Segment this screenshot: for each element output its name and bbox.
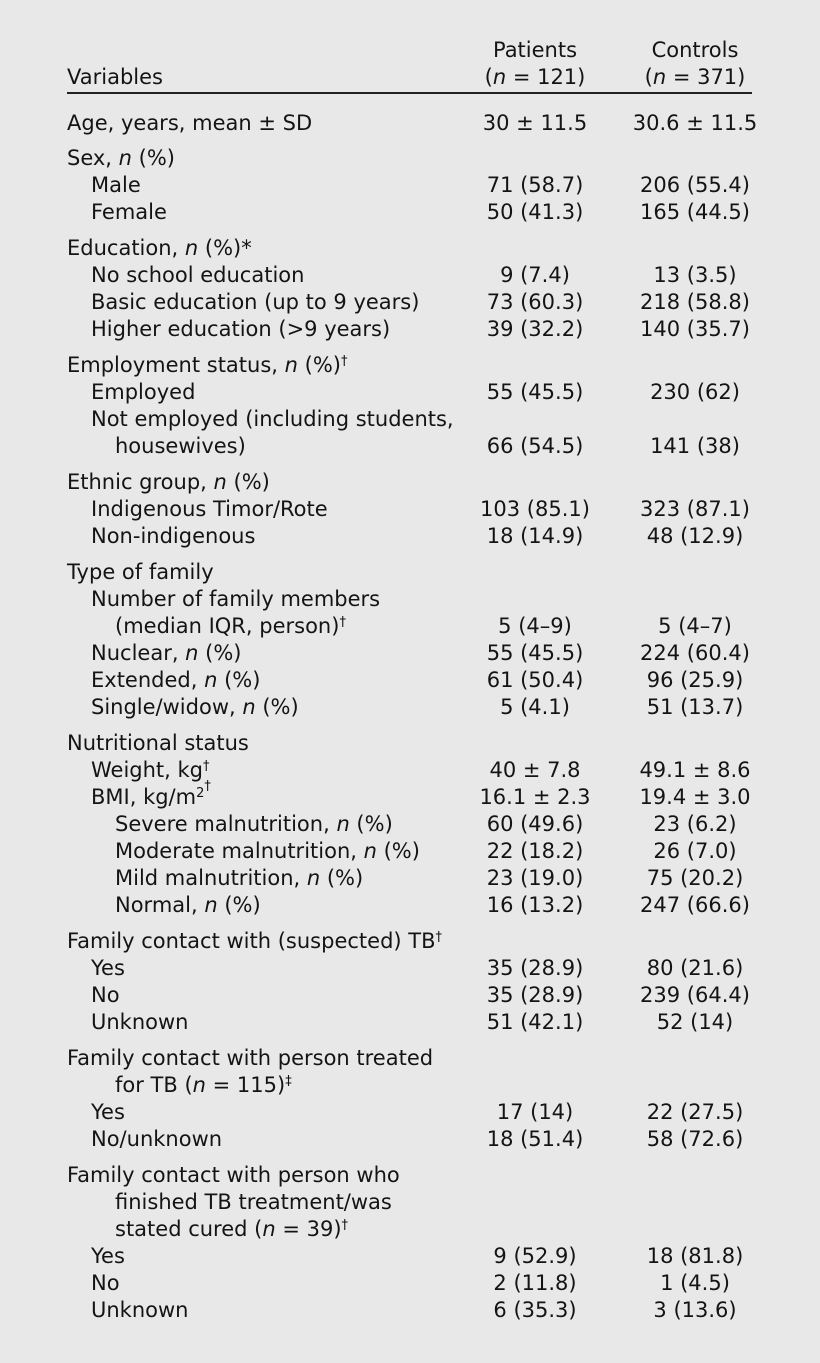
patients-value: 71 (58.7) [486, 173, 584, 197]
patients-value: 6 (35.3) [493, 1298, 577, 1322]
patients-value: 73 (60.3) [486, 290, 584, 314]
controls-value: 323 (87.1) [640, 497, 750, 521]
patients-value: 5 (4.1) [500, 695, 570, 719]
row-label: Number of family members [91, 587, 381, 611]
patients-value: 9 (7.4) [500, 263, 570, 287]
row-label: Nutritional status [67, 731, 249, 755]
patients-value: 17 (14) [496, 1100, 574, 1124]
controls-value: 141 (38) [650, 434, 740, 458]
patients-value: 2 (11.8) [493, 1271, 577, 1295]
row-label: Ethnic group, n (%) [67, 470, 270, 494]
controls-value: 140 (35.7) [640, 317, 750, 341]
controls-value: 19.4 ± 3.0 [639, 785, 751, 809]
row-label: Extended, n (%) [91, 668, 261, 692]
row-label: Unknown [91, 1298, 189, 1322]
row-label: finished TB treatment/was [115, 1190, 392, 1214]
row-label: housewives) [115, 434, 246, 458]
row-label: for TB (n = 115)‡ [115, 1073, 292, 1097]
row-label: Employment status, n (%)† [67, 353, 348, 377]
patients-value: 5 (4–9) [498, 614, 572, 638]
controls-value: 13 (3.5) [653, 263, 737, 287]
patients-value: 16 (13.2) [486, 893, 584, 917]
patients-value: 35 (28.9) [486, 983, 584, 1007]
controls-value: 3 (13.6) [653, 1298, 737, 1322]
row-label: Nuclear, n (%) [91, 641, 242, 665]
controls-value: 239 (64.4) [640, 983, 750, 1007]
row-label: Family contact with person who [67, 1163, 400, 1187]
row-label: No [91, 983, 120, 1007]
row-label: BMI, $kg/m^{2^\dagger}$ [91, 779, 211, 809]
controls-value: 96 (25.9) [646, 668, 744, 692]
row-label: Yes [91, 1100, 125, 1124]
patients-value: 39 (32.2) [486, 317, 584, 341]
row-label: Employed [91, 380, 196, 404]
patients-value: 61 (50.4) [486, 668, 584, 692]
controls-value: 49.1 ± 8.6 [639, 758, 751, 782]
controls-value: 218 (58.8) [640, 290, 750, 314]
patients-value: 60 (49.6) [486, 812, 584, 836]
controls-value: 30.6 ± 11.5 [632, 111, 758, 135]
patients-value: 16.1 ± 2.3 [479, 785, 591, 809]
patients-value: 18 (14.9) [486, 524, 584, 548]
patients-value: 51 (42.1) [486, 1010, 584, 1034]
header-controls-n: (n = 371) [644, 65, 746, 89]
header-patients-n: (n = 121) [484, 65, 586, 89]
patients-value: 50 (41.3) [486, 200, 584, 224]
row-label: Family contact with (suspected) TB† [67, 929, 443, 953]
row-label: No [91, 1271, 120, 1295]
controls-value: 1 (4.5) [660, 1271, 730, 1295]
controls-value: 5 (4–7) [658, 614, 732, 638]
controls-value: 26 (7.0) [653, 839, 737, 863]
header-patients-label: Patients [492, 38, 578, 62]
row-label: Unknown [91, 1010, 189, 1034]
row-label: Basic education (up to 9 years) [91, 290, 420, 314]
controls-value: 75 (20.2) [646, 866, 744, 890]
controls-value: 18 (81.8) [646, 1244, 744, 1268]
controls-value: 48 (12.9) [646, 524, 744, 548]
row-label: Sex, n (%) [67, 146, 175, 170]
row-label: Family contact with person treated [67, 1046, 434, 1070]
controls-value: 165 (44.5) [640, 200, 750, 224]
row-label: (median IQR, person)† [115, 614, 346, 638]
row-label: Yes [91, 956, 125, 980]
row-label: Mild malnutrition, n (%) [115, 866, 364, 890]
header-controls-label: Controls [651, 38, 739, 62]
row-label: Severe malnutrition, n (%) [115, 812, 393, 836]
patients-value: 35 (28.9) [486, 956, 584, 980]
patients-value: 66 (54.5) [486, 434, 584, 458]
row-label: Higher education (>9 years) [91, 317, 391, 341]
patients-value: 23 (19.0) [486, 866, 584, 890]
row-label: Non-indigenous [91, 524, 256, 548]
controls-value: 224 (60.4) [640, 641, 750, 665]
controls-value: 52 (14) [656, 1010, 734, 1034]
row-label: Not employed (including students, [91, 407, 454, 431]
row-label: Normal, n (%) [115, 893, 261, 917]
controls-value: 51 (13.7) [646, 695, 744, 719]
row-label: Male [91, 173, 141, 197]
row-label: Age, years, mean ± SD [67, 111, 313, 135]
patients-value: 30 ± 11.5 [482, 111, 588, 135]
patients-value: 9 (52.9) [493, 1244, 577, 1268]
controls-value: 58 (72.6) [646, 1127, 744, 1151]
row-label: No school education [91, 263, 305, 287]
row-label: Yes [91, 1244, 125, 1268]
controls-value: 22 (27.5) [646, 1100, 744, 1124]
row-label: No/unknown [91, 1127, 223, 1151]
patients-value: 55 (45.5) [486, 380, 584, 404]
controls-value: 206 (55.4) [640, 173, 750, 197]
patients-value: 22 (18.2) [486, 839, 584, 863]
controls-value: 23 (6.2) [653, 812, 737, 836]
controls-value: 247 (66.6) [640, 893, 750, 917]
patients-value: 103 (85.1) [480, 497, 590, 521]
patients-value: 18 (51.4) [486, 1127, 584, 1151]
row-label: Indigenous Timor/Rote [91, 497, 328, 521]
controls-value: 230 (62) [650, 380, 740, 404]
row-label: stated cured (n = 39)† [115, 1217, 349, 1241]
row-label: Moderate malnutrition, n (%) [115, 839, 420, 863]
row-label: Type of family [67, 560, 214, 584]
controls-value: 80 (21.6) [646, 956, 744, 980]
row-label: Weight, kg† [91, 758, 210, 782]
patients-value: 40 ± 7.8 [489, 758, 581, 782]
row-label: Education, n (%)* [67, 236, 252, 260]
row-label: Female [91, 200, 167, 224]
header-variables: Variables [67, 65, 163, 89]
row-label: Single/widow, n (%) [91, 695, 299, 719]
patients-value: 55 (45.5) [486, 641, 584, 665]
